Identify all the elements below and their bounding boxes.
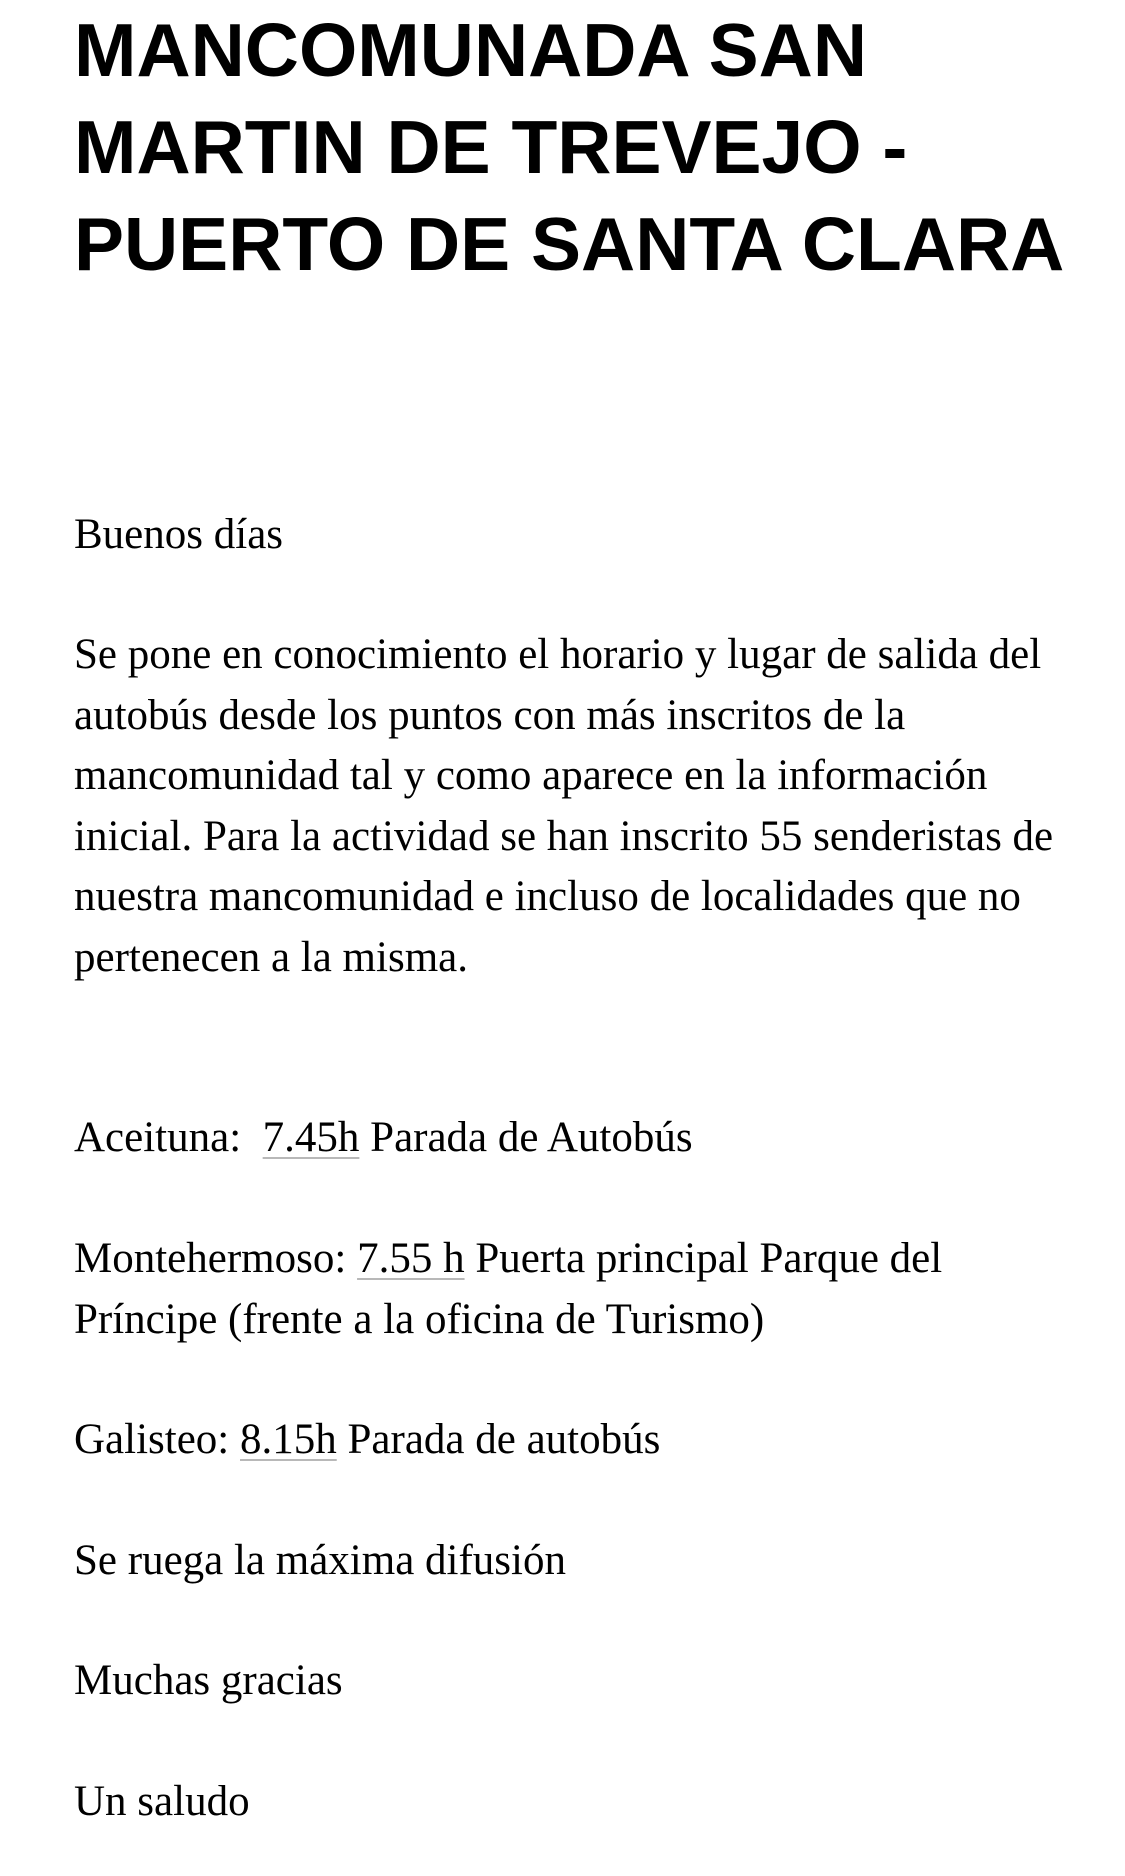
stop-time-link[interactable]: 8.15h [240,1416,337,1463]
document-page [74,0,1074,1825]
closing-signoff: Un saludo [74,1778,250,1825]
intro-paragraph: Se pone en conocimiento el horario y lugar de salida del autobús desde los puntos con más inscritos de la mancomunidad tal y como aparece en la información inicial. Para la actividad se han inscrito 55 senderistas de nuestra mancomunidad e incluso de localidades que no pertenecen a la misma. [74,631,1054,981]
stop-galisteo [74,1410,660,1471]
stop-location: Parada de Autobús [370,1114,693,1161]
stop-place: Aceituna: [74,1114,242,1161]
page-title: MANCOMUNADA SAN MARTIN DE TREVEJO - PUERTO DE SANTA CLARA [74,8,1065,286]
stop-place: Montehermoso: [74,1235,347,1282]
stop-montehermoso [74,1229,1074,1350]
stop-time-link[interactable]: 7.45h [262,1114,360,1161]
closing-request: Se ruega la máxima difusión [74,1537,566,1584]
stop-location: Parada de autobús [347,1416,661,1463]
stop-location: Puerta principal Parque del Príncipe (frente a la oficina de Turismo) [74,1235,943,1343]
closing-thanks: Muchas gracias [74,1657,343,1704]
stop-time-link[interactable]: 7.55 h [357,1235,465,1282]
stop-place: Galisteo: [74,1416,230,1463]
stop-aceituna [74,1108,693,1169]
greeting-text: Buenos días [74,511,284,558]
